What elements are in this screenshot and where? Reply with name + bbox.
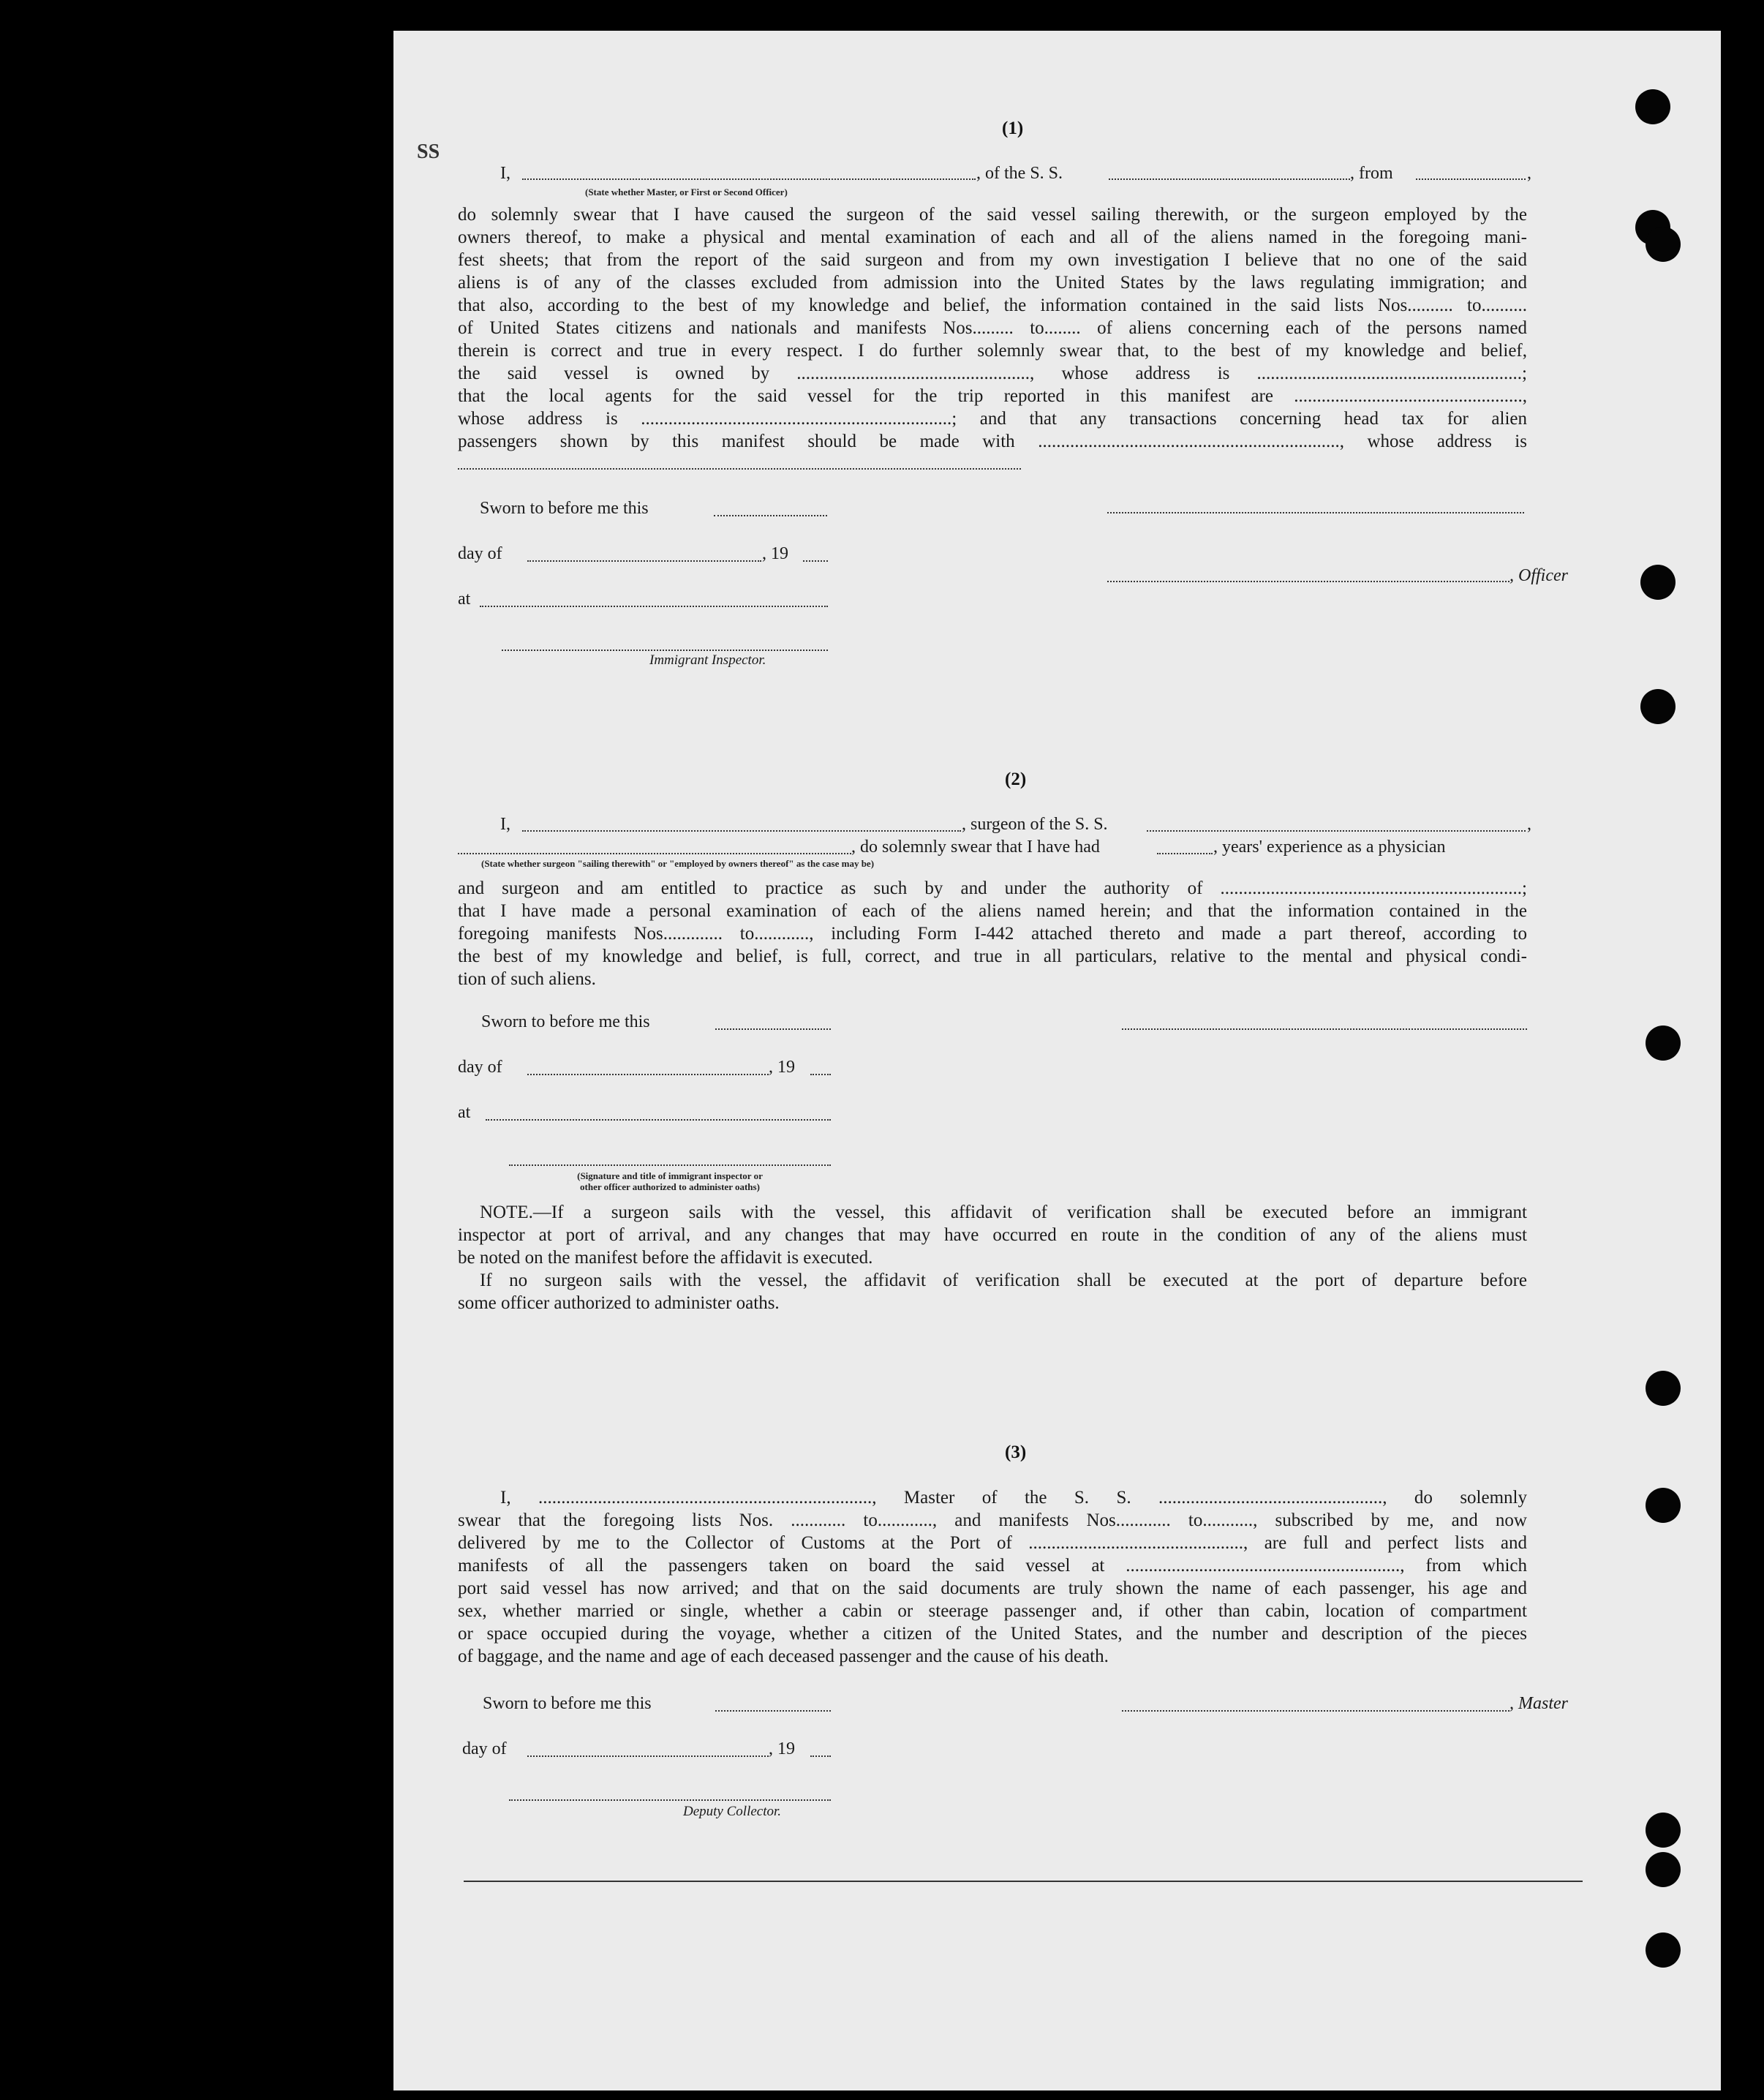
s2-note-label: NOTE. bbox=[480, 1203, 533, 1222]
s2-vessel-name-field[interactable] bbox=[1147, 830, 1526, 832]
s2-year-label: , 19 bbox=[769, 1058, 795, 1077]
s1-body-line: whose address is ....................................................................; and that any transactions concerning head tax for alien bbox=[458, 409, 1527, 429]
s1-body-line: that the local agents for the said vessel for the trip reported in this manifest are .................................................., bbox=[458, 386, 1527, 406]
s3-body-line: I, ........................................................................., Master of the S. S. ................................................., do solemnly bbox=[500, 1488, 1527, 1508]
s2-day-of-field[interactable] bbox=[527, 1074, 769, 1075]
s2-at-label: at bbox=[458, 1103, 471, 1122]
s1-body-line: that also, according to the best of my knowledge and belief, the information contained in the said lists Nos.......... to.......... bbox=[458, 296, 1527, 315]
manifest-page bbox=[393, 31, 1721, 2090]
s3-body-line: or space occupied during the voyage, whether a citizen of the United States, and the number and description of the pieces bbox=[458, 1624, 1527, 1644]
s2-swear-label: , do solemnly swear that I have had bbox=[851, 838, 1100, 857]
s2-sworn-label: Sworn to before me this bbox=[481, 1012, 650, 1031]
s1-oath-body bbox=[458, 203, 1527, 453]
s3-collector-signature-field[interactable] bbox=[509, 1799, 831, 1801]
s1-at-field[interactable] bbox=[480, 606, 828, 607]
s2-note bbox=[458, 1201, 1527, 1314]
s1-body-line: fest sheets; that from the report of the said surgeon and from my own investigation I believe that no one of the said bbox=[458, 250, 1527, 270]
binder-hole bbox=[1646, 227, 1681, 262]
s2-signature-note bbox=[524, 1170, 816, 1192]
s3-sworn-day-field[interactable] bbox=[715, 1710, 831, 1712]
s2-note-line: inspector at port of arrival, and any changes that may have occurred en route in the condition of any of the aliens must bbox=[458, 1225, 1527, 1245]
s1-state-note: (State whether Master, or First or Second Officer) bbox=[585, 187, 788, 197]
s1-from-label: , from bbox=[1350, 164, 1393, 183]
s2-body-line: tion of such aliens. bbox=[458, 969, 596, 989]
bottom-rule bbox=[464, 1881, 1583, 1882]
section-3-number: (3) bbox=[1005, 1442, 1027, 1462]
s3-oath-body bbox=[458, 1486, 1527, 1668]
s2-signature-note-line: other officer authorized to administer oaths) bbox=[580, 1181, 760, 1192]
s1-head-tax-address-field[interactable] bbox=[458, 468, 1021, 470]
s1-at-label: at bbox=[458, 590, 471, 609]
s2-oath-body bbox=[458, 877, 1527, 990]
binder-hole bbox=[1640, 689, 1676, 724]
corner-mark: SS bbox=[417, 140, 440, 163]
binder-hole bbox=[1635, 89, 1670, 124]
s2-year-field[interactable] bbox=[810, 1074, 831, 1075]
s1-body-line: passengers shown by this manifest should be made with .................................................................., whose address is bbox=[458, 432, 1527, 451]
s2-i-label: I, bbox=[500, 815, 510, 834]
s1-officer-label: , Officer bbox=[1509, 566, 1568, 585]
s3-day-of-field[interactable] bbox=[527, 1755, 769, 1757]
binder-hole bbox=[1640, 565, 1676, 600]
s3-collector-label: Deputy Collector. bbox=[683, 1804, 782, 1819]
binder-hole bbox=[1646, 1025, 1681, 1061]
s3-body-line: sex, whether married or single, whether a cabin or steerage passenger and, if other than cabin, location of compartment bbox=[458, 1601, 1527, 1621]
section-2-number: (2) bbox=[1005, 769, 1027, 789]
s2-note-line: be noted on the manifest before the affidavit is executed. bbox=[458, 1248, 873, 1268]
s3-year-label: , 19 bbox=[769, 1739, 795, 1758]
binder-hole bbox=[1646, 1371, 1681, 1406]
s3-body-line: of baggage, and the name and age of each deceased passenger and the cause of his death. bbox=[458, 1646, 1109, 1666]
s1-i-label: I, bbox=[500, 164, 510, 183]
s2-surgeon-label: , surgeon of the S. S. bbox=[962, 815, 1108, 834]
s1-year-label: , 19 bbox=[762, 544, 788, 563]
s3-body-line: delivered by me to the Collector of Customs at the Port of ..............................................., are full and perfect lists and bbox=[458, 1533, 1527, 1553]
s1-body-line: therein is correct and true in every respect. I do further solemnly swear that, to the best of my knowledge and belief, bbox=[458, 341, 1527, 361]
s2-sworn-day-field[interactable] bbox=[715, 1028, 831, 1030]
s1-body-line: aliens is of any of the classes excluded from admission into the United States by the laws regulating immigration; and bbox=[458, 273, 1527, 293]
s3-year-field[interactable] bbox=[810, 1755, 831, 1757]
s2-note2-line: some officer authorized to administer oaths. bbox=[458, 1293, 780, 1313]
s1-officer-signature-field[interactable] bbox=[1107, 581, 1509, 582]
s1-sworn-day-field[interactable] bbox=[714, 515, 827, 516]
s3-body-line: port said vessel has now arrived; and that on the said documents are truly shown the name of each passenger, his age and bbox=[458, 1578, 1527, 1598]
s2-body-line: and surgeon and am entitled to practice as such by and under the authority of ..................................................................; bbox=[458, 878, 1527, 898]
s2-surgeon-name-field[interactable] bbox=[522, 830, 961, 832]
s2-signature-field[interactable] bbox=[509, 1164, 831, 1166]
s2-signature-note-line: (Signature and title of immigrant inspector or bbox=[577, 1170, 763, 1181]
s2-state-note: (State whether surgeon "sailing therewith" or "employed by owners thereof" as the case may be) bbox=[481, 858, 875, 869]
s2-years-label: , years' experience as a physician bbox=[1213, 838, 1446, 857]
s3-sworn-label: Sworn to before me this bbox=[483, 1694, 652, 1713]
s2-body-line: that I have made a personal examination of each of the aliens named herein; and that the information contained in the bbox=[458, 901, 1527, 921]
s2-years-field[interactable] bbox=[1157, 853, 1213, 854]
s1-inspector-label: Immigrant Inspector. bbox=[649, 652, 766, 668]
s1-vessel-name-field[interactable] bbox=[1109, 178, 1350, 180]
binder-hole bbox=[1646, 1932, 1681, 1968]
s1-body-line: do solemnly swear that I have caused the surgeon of the said vessel sailing therewith, or the surgeon employed by the bbox=[458, 205, 1527, 225]
s1-officer-rank-field[interactable] bbox=[522, 178, 976, 180]
s2-note2-line: If no surgeon sails with the vessel, the affidavit of verification shall be executed at the port of departure before bbox=[480, 1271, 1527, 1290]
s3-day-of-label: day of bbox=[462, 1739, 507, 1758]
s2-note-first-line bbox=[458, 1201, 1527, 1224]
binder-hole bbox=[1646, 1813, 1681, 1848]
s1-oath-tail: , bbox=[1527, 164, 1531, 183]
s1-year-field[interactable] bbox=[803, 560, 828, 562]
s2-body-line: the best of my knowledge and belief, is full, correct, and true in all particulars, relative to the mental and physical condi- bbox=[458, 946, 1527, 966]
s3-master-label: , Master bbox=[1509, 1694, 1568, 1713]
s2-inspector-signature-top-field[interactable] bbox=[1122, 1028, 1527, 1030]
s1-from-field[interactable] bbox=[1416, 178, 1526, 180]
s1-day-of-label: day of bbox=[458, 544, 502, 563]
s2-note-line: —If a surgeon sails with the vessel, this affidavit of verification shall be executed before an immigrant bbox=[532, 1203, 1527, 1222]
s1-body-line: the said vessel is owned by ..................................................., whose address is ..........................................................; bbox=[458, 364, 1527, 383]
s1-body-line: owners thereof, to make a physical and mental examination of each and all of the aliens named in the foregoing mani- bbox=[458, 227, 1527, 247]
s3-master-signature-field[interactable] bbox=[1122, 1710, 1509, 1712]
s1-of-ss-label: , of the S. S. bbox=[976, 164, 1063, 183]
s1-officer-signature-top-field[interactable] bbox=[1107, 512, 1524, 513]
s2-day-of-label: day of bbox=[458, 1058, 502, 1077]
s2-body-line: foregoing manifests Nos............. to............, including Form I-442 attached thereto and made a part thereof, according to bbox=[458, 924, 1527, 944]
s3-body-line: manifests of all the passengers taken on board the said vessel at ............................................................, from which bbox=[458, 1556, 1527, 1576]
s3-body-line: swear that the foregoing lists Nos. ............ to............, and manifests Nos............ to..........., subscribed by me, and now bbox=[458, 1510, 1527, 1530]
s2-surgeon-status-field[interactable] bbox=[458, 853, 851, 854]
section-1-number: (1) bbox=[1002, 118, 1024, 138]
s2-at-field[interactable] bbox=[486, 1119, 831, 1121]
binder-hole bbox=[1646, 1488, 1681, 1523]
s1-body-line: of United States citizens and nationals and manifests Nos......... to........ of aliens concerning each of the persons named bbox=[458, 318, 1527, 338]
s1-day-of-field[interactable] bbox=[527, 560, 761, 562]
s2-line1-tail: , bbox=[1527, 815, 1531, 834]
binder-hole bbox=[1646, 1852, 1681, 1887]
s1-sworn-label: Sworn to before me this bbox=[480, 499, 649, 518]
